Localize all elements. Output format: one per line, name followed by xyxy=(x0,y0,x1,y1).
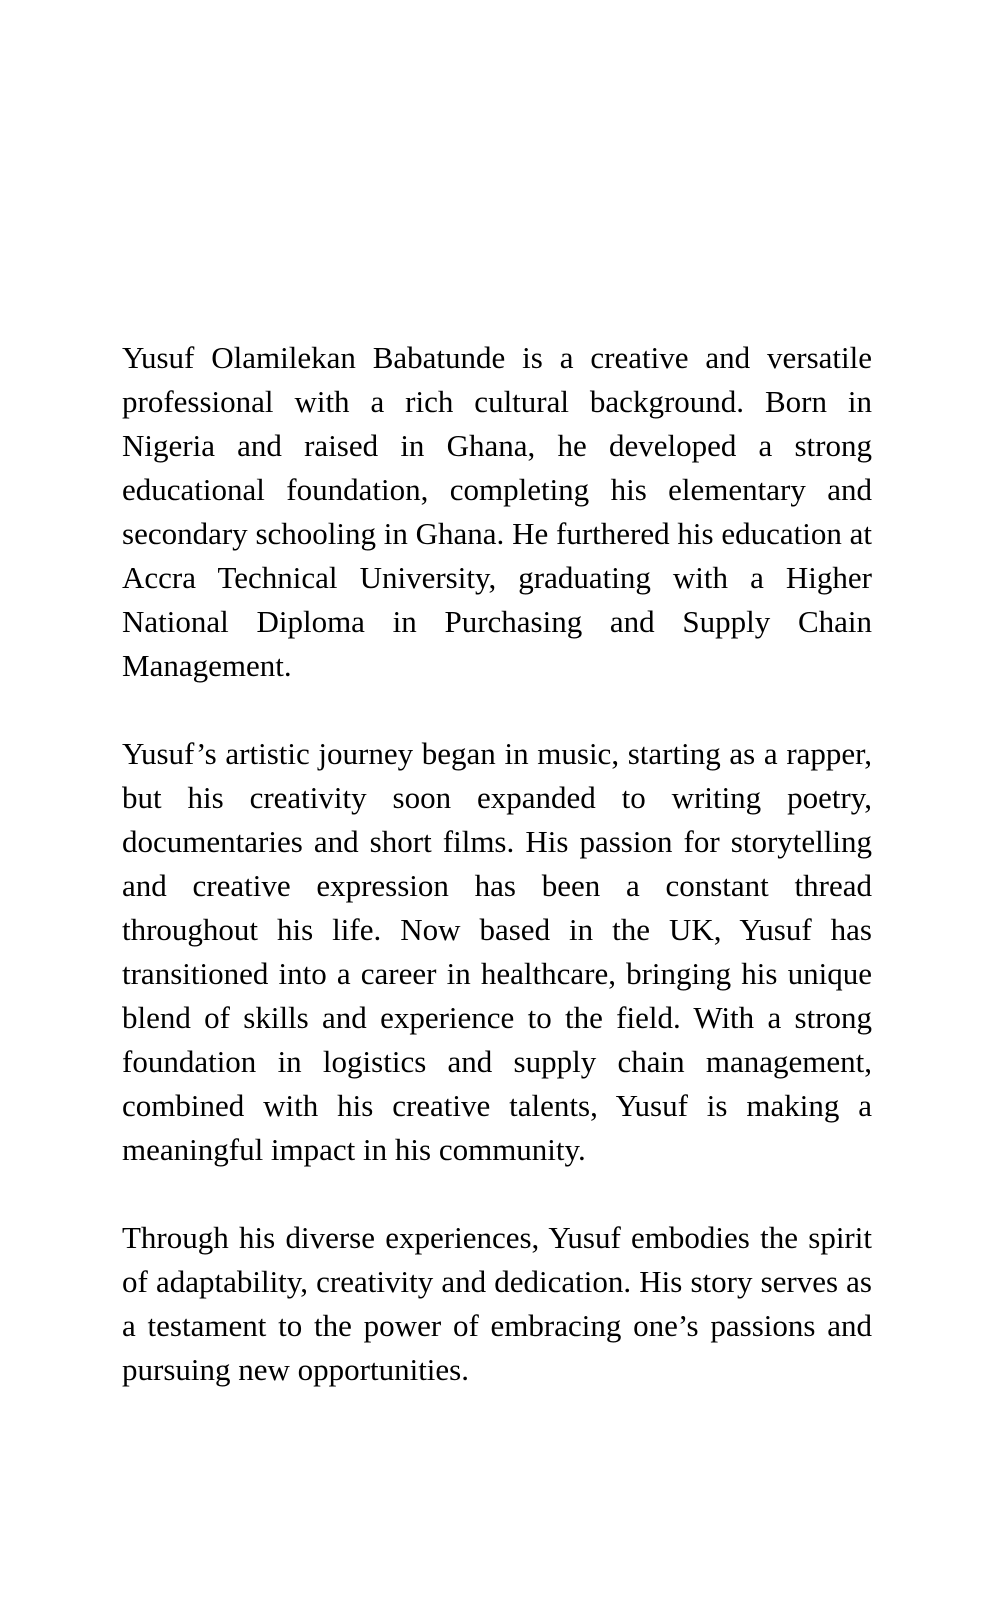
paragraph-closing-summary: Through his diverse experiences, Yusuf embodies the spirit of adaptability, creativity and dedication. His story serves as a testament to the power of embracing one’s passions and pursuing new opportunities. xyxy=(122,1220,872,1387)
paragraph-bio-background: Yusuf Olamilekan Babatunde is a creative and versatile professional with a rich cultural background. Born in Nigeria and raised in Ghana, he developed a strong educational foundation, completing his elementary and secondary schooling in Ghana. He furthered his education at Accra Technical University, graduating with a Higher National Diploma in Purchasing and Supply Chain Management. xyxy=(122,340,872,683)
paragraph-artistic-journey: Yusuf’s artistic journey began in music, starting as a rapper, but his creativity soon expanded to writing poetry, documentaries and short films. His passion for storytelling and creative expression has been a constant thread throughout his life. Now based in the UK, Yusuf has transitioned into a career in healthcare, bringing his unique blend of skills and experience to the field. With a strong foundation in logistics and supply chain management, combined with his creative talents, Yusuf is making a meaningful impact in his community. xyxy=(122,736,872,1167)
text-block xyxy=(122,336,872,1392)
